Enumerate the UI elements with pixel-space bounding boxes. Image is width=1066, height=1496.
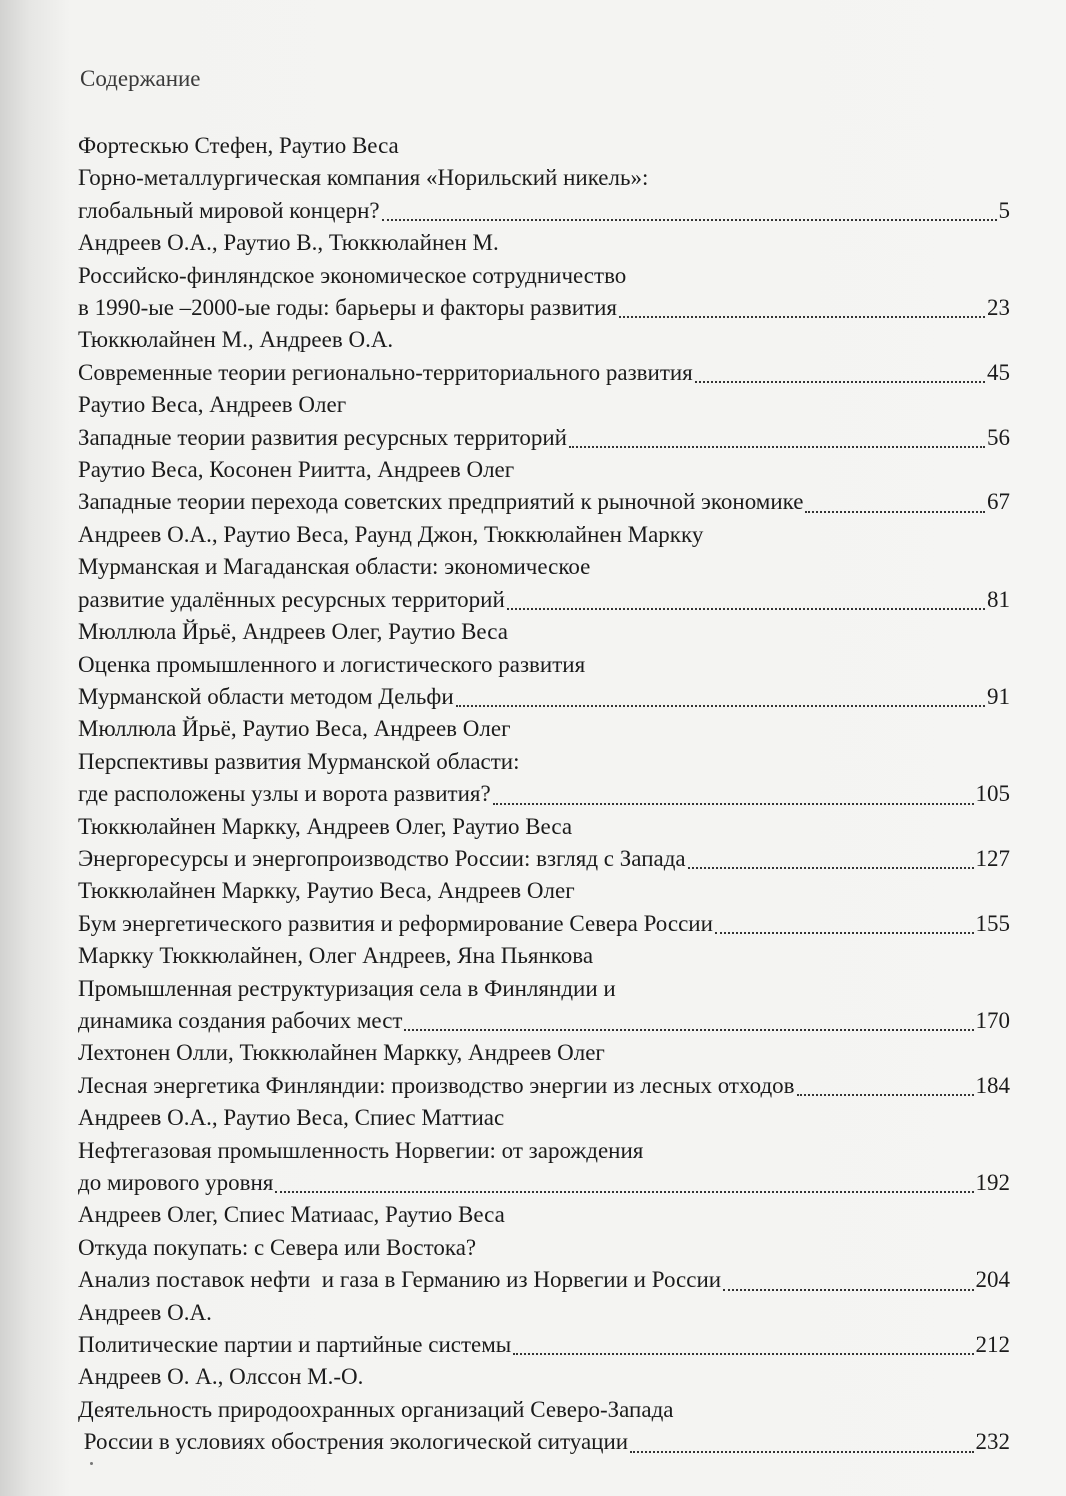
dot-leader: [513, 1353, 973, 1355]
dot-leader: [382, 219, 997, 221]
toc-entry: [78, 1361, 1010, 1458]
toc-entry-line: [78, 681, 1010, 713]
toc-entry-page-number[interactable]: 170: [975, 1007, 1010, 1033]
toc-entry: [78, 811, 1010, 876]
toc-entry-title-line: Перспективы развития Мурманской области:: [78, 748, 520, 774]
dot-leader: [493, 803, 974, 805]
toc-entry: [78, 324, 1010, 389]
toc-entry-title-last-line: Западные теории перехода советских предприятий к рыночной экономике: [78, 489, 804, 515]
toc-entry-line: [78, 843, 1010, 875]
toc-entry-title-last-line: Мурманской области методом Дельфи: [78, 683, 454, 709]
toc-entry: [78, 616, 1010, 713]
toc-entry-title-last-line: Бум энергетического развития и реформирование Севера России: [78, 910, 713, 936]
toc-entry-line: [78, 1070, 1010, 1102]
toc-entry: [78, 389, 1010, 454]
toc-entry-line: [78, 422, 1010, 454]
toc-entry: [78, 227, 1010, 324]
toc-entry-line: [78, 778, 1010, 810]
toc-entry-authors: Раутио Веса, Косонен Риитта, Андреев Олег: [78, 457, 515, 483]
toc-entry-line: [78, 1426, 1010, 1458]
dot-leader: [507, 608, 985, 610]
toc-entry-authors: Маркку Тюккюлайнен, Олег Андреев, Яна Пьянкова: [78, 943, 594, 969]
toc-entry-page-number[interactable]: 184: [975, 1072, 1010, 1098]
toc-entry-authors: Тюккюлайнен Маркку, Андреев Олег, Раутио Веса: [78, 813, 573, 839]
toc-entry-page-number[interactable]: 56: [987, 424, 1010, 450]
toc-entry-title-line: Деятельность природоохранных организаций Северо-Запада: [78, 1396, 674, 1422]
toc-entry-page-number[interactable]: 192: [975, 1170, 1010, 1195]
toc-entry-line: [78, 292, 1010, 324]
toc-entry-page-number[interactable]: 212: [975, 1332, 1010, 1358]
toc-entry-authors: Андреев О. А., Олссон М.-О.: [78, 1364, 364, 1390]
toc-entry-authors: Андреев Олег, Спиес Матиаас, Раутио Веса: [78, 1202, 505, 1228]
toc-entry: [78, 940, 1010, 1037]
toc-entry-title-last-line: глобальный мировой концерн?: [78, 197, 380, 223]
toc-entry-line: [78, 195, 1010, 227]
toc-entry-title-last-line: России в условиях обострения экологической ситуации: [78, 1429, 629, 1455]
toc-entry-line: [78, 1167, 1010, 1199]
toc-entry-title-last-line: где расположены узлы и ворота развития?: [78, 781, 491, 807]
toc-entry-page-number[interactable]: 23: [987, 295, 1010, 321]
toc-entry-authors: Фортескью Стефен, Раутио Веса: [78, 133, 399, 158]
dot-leader: [404, 1029, 973, 1031]
toc-entry-page-number[interactable]: 127: [975, 845, 1010, 871]
toc-entry-title-last-line: развитие удалённых ресурсных территорий: [78, 586, 505, 612]
toc-entry-page-number[interactable]: 5: [998, 197, 1010, 223]
toc-entry-authors: Мюллюла Йрьё, Андреев Олег, Раутио Веса: [78, 619, 508, 645]
toc-entry: [78, 1037, 1010, 1102]
toc-entry-authors: Тюккюлайнен М., Андреев О.А.: [78, 327, 394, 353]
dot-leader: [619, 316, 985, 318]
toc-entry-title-line: Оценка промышленного и логистического развития: [78, 651, 586, 677]
toc-entry-title-line: Мурманская и Магаданская области: экономическое: [78, 554, 591, 580]
toc-entry-page-number[interactable]: 81: [987, 586, 1010, 612]
toc-entry-line: [78, 1005, 1010, 1037]
toc-entry-title-last-line: Анализ поставок нефти и газа в Германию из Норвегии и России: [78, 1267, 722, 1293]
toc-entry-authors: Андреев О.А.: [78, 1299, 212, 1325]
dot-leader: [569, 446, 985, 448]
table-of-contents: [78, 130, 1010, 1459]
toc-entry-authors: Андреев О.А., Раутио Веса, Спиес Маттиас: [78, 1105, 505, 1131]
toc-entry-title-last-line: до мирового уровня: [78, 1170, 274, 1195]
toc-entry-authors: Раутио Веса, Андреев Олег: [78, 392, 347, 418]
page-title: Содержание: [80, 66, 201, 91]
toc-entry: [78, 1297, 1010, 1362]
toc-entry-title-last-line: Политические партии и партийные системы: [78, 1332, 512, 1358]
toc-entry-page-number[interactable]: 105: [975, 781, 1010, 807]
toc-entry: [78, 519, 1010, 616]
dot-leader: [797, 1094, 974, 1096]
toc-entry-title-line: Российско-финляндское экономическое сотрудничество: [78, 262, 627, 288]
toc-entry-page-number[interactable]: 204: [975, 1267, 1010, 1293]
toc-entry-authors: Мюллюла Йрьё, Раутио Веса, Андреев Олег: [78, 716, 511, 742]
toc-entry-line: [78, 486, 1010, 518]
dot-leader: [456, 705, 985, 707]
toc-entry-title-last-line: в 1990-ые –2000-ые годы: барьеры и факторы развития: [78, 295, 617, 321]
dot-leader: [723, 1289, 973, 1291]
toc-entry-authors: Тюккюлайнен Маркку, Раутио Веса, Андреев Олег: [78, 878, 575, 904]
toc-entry-line: [78, 908, 1010, 940]
toc-entry-title-line: Горно-металлургическая компания «Норильский никель»:: [78, 165, 649, 191]
toc-entry-page-number[interactable]: 155: [975, 910, 1010, 936]
dot-leader: [715, 932, 974, 934]
toc-entry-title-line: Промышленная реструктуризация села в Финляндии и: [78, 975, 616, 1001]
toc-entry-authors: Андреев О.А., Раутио В., Тюккюлайнен М.: [78, 230, 499, 256]
toc-entry: [78, 1199, 1010, 1296]
toc-entry-title-last-line: Лесная энергетика Финляндии: производство энергии из лесных отходов: [78, 1072, 795, 1098]
toc-entry-title-last-line: Западные теории развития ресурсных территорий: [78, 424, 567, 450]
toc-entry-page-number[interactable]: 91: [987, 683, 1010, 709]
dot-leader: [275, 1191, 973, 1193]
toc-entry-page-number[interactable]: 232: [975, 1429, 1010, 1455]
toc-entry-title-last-line: Современные теории регионально-территориального развития: [78, 359, 693, 385]
toc-entry-title-last-line: динамика создания рабочих мест: [78, 1007, 403, 1033]
toc-entry-title-line: Откуда покупать: с Севера или Востока?: [78, 1234, 477, 1260]
toc-entry-line: [78, 1329, 1010, 1361]
toc-entry-page-number[interactable]: 45: [987, 359, 1010, 385]
toc-entry-page-number[interactable]: 67: [987, 489, 1010, 515]
toc-entry: [78, 875, 1010, 940]
toc-entry-title-line: Нефтегазовая промышленность Норвегии: от зарождения: [78, 1137, 644, 1163]
toc-entry-title-last-line: Энергоресурсы и энергопроизводство России: взгляд с Запада: [78, 845, 686, 871]
toc-entry: [78, 454, 1010, 519]
dot-leader: [630, 1451, 973, 1453]
toc-entry-authors: Андреев О.А., Раутио Веса, Раунд Джон, Тюккюлайнен Маркку: [78, 521, 704, 547]
toc-entry-line: [78, 1264, 1010, 1296]
toc-entry-line: [78, 357, 1010, 389]
toc-entry: [78, 130, 1010, 227]
toc-entry: [78, 1102, 1010, 1199]
dot-leader: [688, 867, 974, 869]
page-speck: [90, 1462, 93, 1465]
dot-leader: [695, 381, 985, 383]
toc-entry: [78, 713, 1010, 810]
dot-leader: [805, 511, 985, 513]
toc-entry-authors: Лехтонен Олли, Тюккюлайнен Маркку, Андреев Олег: [78, 1040, 605, 1066]
toc-entry-line: [78, 584, 1010, 616]
